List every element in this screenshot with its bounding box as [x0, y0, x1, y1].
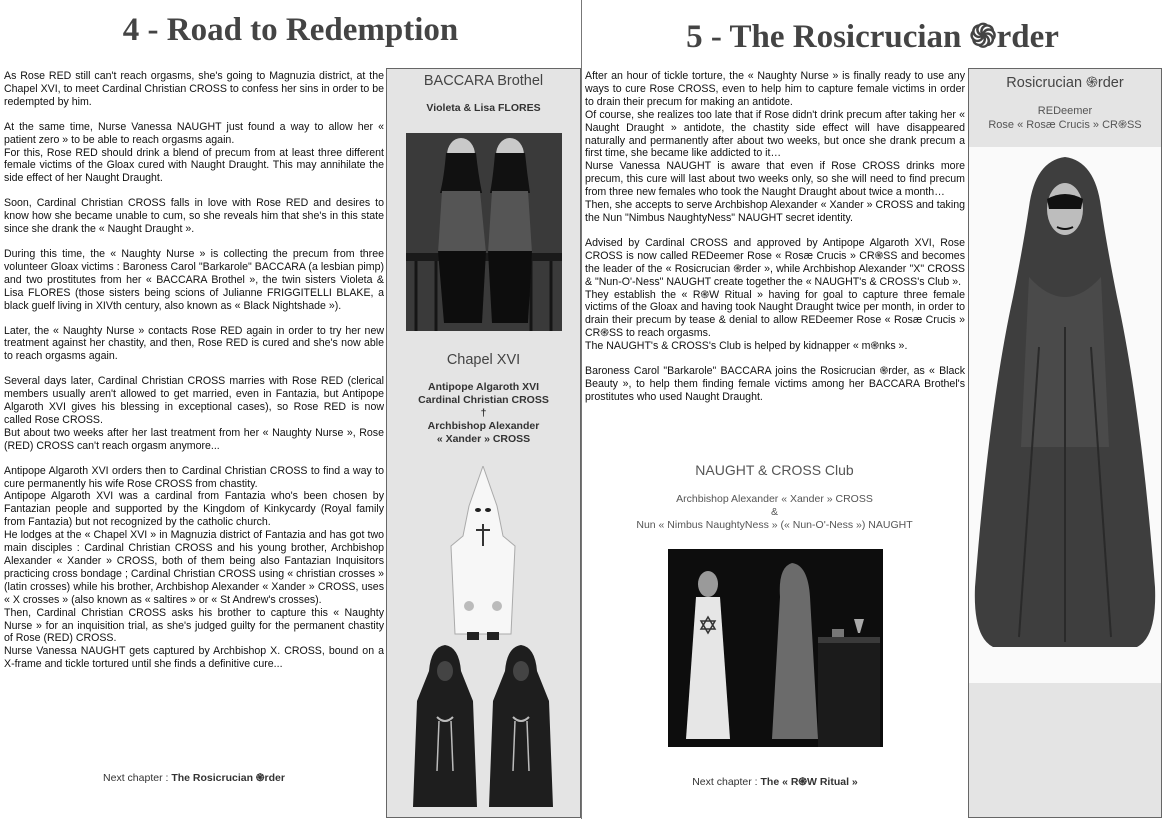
club-title	[582, 462, 967, 478]
order-title: Rosicrucian ֍rder	[1006, 75, 1124, 91]
story-paragraph: They establish the « R֍W Ritual » having for goal to capture three female victims of the Gloax and having took Naught Draught twice per month, in order to drain their precum by tease & denial to allow REDeemer Rose « Rosæ Crucis » CR֍SS to reach orgasms.	[585, 288, 965, 340]
story-paragraph: Nurse Vanessa NAUGHT is aware that even if Rose CROSS drinks more precum, this cure will last about two weeks only, so she will need to find precum from three new females who took the Naught Draught about twice a month…	[585, 160, 965, 199]
story-paragraph: Then, she accepts to serve Archbishop Alexander « Xander » CROSS and taking the Nun "Nimbus NaughtyNess" NAUGHT secret identity.	[585, 199, 965, 224]
club-ampersand: &	[770, 506, 778, 518]
story-paragraph: The NAUGHT's & CROSS's Club is helped by kidnapper « m֍nks ».	[585, 340, 908, 353]
white-robed-figure-illustration	[445, 466, 521, 642]
next-chapter-right	[585, 775, 965, 789]
club-members	[582, 493, 967, 532]
story-paragraph: Later, the « Naughty Nurse » contacts Rose RED again in order to try her new treatment against her chastity, and then, Rose RED is cured and she's now able to reach orgasms again.	[4, 324, 384, 363]
order-leader-name: Rose « Rosæ Crucis » CR֍SS	[988, 119, 1142, 131]
page-divider	[581, 0, 582, 819]
twin-sisters-illustration	[406, 133, 562, 331]
dark-monks-illustration	[409, 641, 559, 811]
story-paragraph: Antipope Algaroth XVI orders then to Cardinal Christian CROSS to find a way to cure permanently his wife Rose CROSS from chastity.	[4, 464, 384, 490]
cloaked-figure-panel	[969, 147, 1161, 683]
page-title-left: 4 - Road to Redemption	[122, 12, 459, 48]
twin-sisters-photo	[406, 133, 562, 331]
story-paragraph: Soon, Cardinal Christian CROSS falls in love with Rose RED and desires to know how she became unable to cum, so she reveals him that she's in this state since she drank the « Naught Draught ».	[4, 197, 384, 236]
ritual-photo	[668, 549, 883, 747]
next-chapter-left	[4, 771, 384, 785]
brothel-title: BACCARA Brothel	[423, 73, 544, 89]
club-title-suffix: Club	[821, 462, 854, 478]
story-paragraph: But about two weeks after her last treatment from her « Naughty Nurse », Rose (RED) CROSS can't reach orgasm anymore...	[4, 426, 384, 452]
story-paragraph: Advised by Cardinal CROSS and approved by Antipope Algaroth XVI, Rose CROSS is now called REDeemer Rose « Rosæ Crucis » CR֍SS and becomes the leader of the « Rosicrucian ֍rder », while Archbishop Alexander "X" CROSS & "Nun-O'-Ness" NAUGHT create together the « NAUGHT's & CROSS's Club ».	[585, 236, 965, 288]
left-story-text	[4, 70, 384, 671]
story-paragraph: He lodges at the « Chapel XVI » in Magnuzia district of Fantazia and has got two main disciples : Cardinal Christian CROSS and his young brother, Archbishop Alexander « Xander » CROSS, both of them being also Fantazian Inquisitors practicing cross bondage ; Cardinal Christian CROSS using « christian crosses » (latin crosses) while his brother, Archbishop Alexander « Xander » CROSS, uses « X crosses » (also known as « saltires » or « St Andrew's crosses).	[4, 529, 384, 606]
ritual-illustration	[668, 549, 883, 747]
next-chapter-link[interactable]: The « R֍W Ritual »	[760, 776, 858, 788]
story-paragraph: Baroness Carol "Barkarole" BACCARA joins the Rosicrucian ֍rder, as « Black Beauty », to help them finding female victims among her BACCARA Brothel's prostitutes who used Naught Draught.	[585, 365, 965, 403]
left-sidebar	[386, 68, 581, 818]
club-member: Archbishop Alexander « Xander » CROSS	[676, 493, 873, 505]
next-chapter-prefix: Next chapter :	[692, 776, 761, 788]
chapel-member: Archbishop Alexander	[427, 420, 540, 432]
story-paragraph: For this, Rose RED should drink a blend of precum from at least three different female victims of the Gloax cured with Naught Draught. This may annihilate the side effect of her Naught Draught.	[4, 146, 384, 185]
story-paragraph: Then, Cardinal Christian CROSS asks his brother to capture this « Naughty Nurse » for an inquisition trial, as she's judged guilty for the permanent chastity of Rose (RED) CROSS.	[4, 606, 384, 645]
story-paragraph: Of course, she realizes too late that if Rose didn't drink precum after taking her « Naught Draught » antidote, the chastity side effect will have disappeared naturally and permanently after about two weeks, but once she drank precum a first time, she became like addicted to it…	[585, 108, 965, 160]
story-paragraph: Nurse Vanessa NAUGHT gets captured by Archbishop X. CROSS, bound on a X-frame and tickle tortured until she finds a definitive cure...	[4, 645, 384, 671]
chapel-title: Chapel XVI	[446, 352, 521, 368]
story-paragraph: During this time, the « Naughty Nurse » is collecting the precum from three volunteer Gloax victims : Baroness Carol "Barkarole" BACCARA (a lesbian pimp) and two prostitutes from her « BACCARA Brothel », the twin sisters Violeta & Lisa FLORES (those sisters being scions of Julianne FRIGGITELLI BLAKE, a black guelf living in XIVth century, also known as « Black Nightshade »).	[4, 247, 384, 312]
next-chapter-prefix: Next chapter :	[103, 772, 172, 784]
club-member: Nun « Nimbus NaughtyNess » (« Nun-O'-Ness ») NAUGHT	[636, 519, 913, 531]
story-paragraph: After an hour of tickle torture, the « Naughty Nurse » is finally ready to use any ways to cure Rose CROSS, even to help him to capture female victims in order to drain their precum for making an antidote.	[585, 70, 965, 108]
order-leader-title: REDeemer	[1037, 105, 1093, 117]
story-paragraph: Antipope Algaroth XVI was a cardinal from Fantazia who's been chosen by Fantazian people and supported by the Kingdom of Kinkycardy (Royal family from Fantazia) but not recognized by the catholic church.	[4, 490, 384, 529]
story-paragraph: As Rose RED still can't reach orgasms, she's going to Magnuzia district, at the Chapel XVI, to meet Cardinal Christian CROSS to confess her sins in order to be redempted by him.	[4, 70, 384, 108]
page-title-right: 5 - The Rosicrucian ֍rder	[686, 19, 1059, 55]
chapel-member: Antipope Algaroth XVI	[427, 381, 540, 393]
brothel-names: Violeta & Lisa FLORES	[426, 102, 541, 114]
cross-glyph: †	[480, 407, 487, 419]
story-paragraph: At the same time, Nurse Vanessa NAUGHT just found a way to allow her « patient zero » to be able to reach orgasms again.	[4, 120, 384, 146]
story-paragraph: Several days later, Cardinal Christian CROSS marries with Rose RED (clerical members usually aren't allowed to get married, even in Fantazia, but Antipope Algaroth XVI gives his blessing in exceptional cases), so Rose RED is now called Rose CROSS.	[4, 375, 384, 426]
next-chapter-link[interactable]: The Rosicrucian ֍rder	[171, 772, 285, 784]
chapel-members	[387, 381, 580, 446]
order-leader	[969, 104, 1161, 132]
chapel-member: « Xander » CROSS	[436, 433, 531, 445]
chapel-member: Cardinal Christian CROSS	[418, 394, 549, 406]
club-title-main: NAUGHT & CROSS	[695, 462, 822, 478]
right-sidebar	[968, 68, 1162, 818]
cloaked-figure-illustration	[969, 147, 1161, 683]
right-story-text	[585, 70, 965, 404]
